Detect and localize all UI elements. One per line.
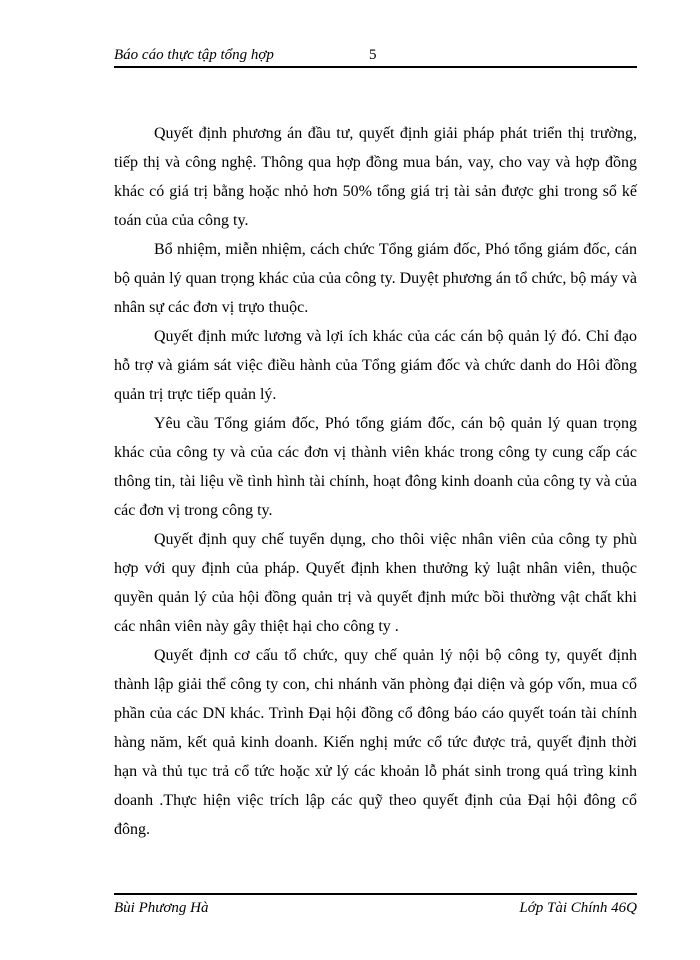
document-body	[114, 119, 637, 844]
header-divider	[114, 66, 637, 68]
paragraph: Yêu cầu Tổng giám đốc, Phó tổng giám đốc, cán bộ quản lý quan trọng khác của công ty và của các đơn vị thành viên khác trong công ty cung cấp các thông tin, tài liệu về tình hình tài chính, hoạt đông kinh doanh của công ty và của các đơn vị trong công ty.	[114, 415, 637, 519]
paragraph: Quyết định mức lương và lợi ích khác của các cán bộ quản lý đó. Chỉ đạo hỗ trợ và giám sát việc điều hành của Tổng giám đốc và chức danh do Hôi đồng quản trị trực tiếp quản lý.	[114, 328, 637, 403]
page-number: 5	[369, 47, 377, 63]
paragraph: Quyết định cơ cấu tổ chức, quy chế quản lý nội bộ công ty, quyết định thành lập giải thể công ty con, chi nhánh văn phòng đại diện và góp vốn, mua cổ phần của các DN khác. Trình Đại hội đồng cổ đông báo cáo quyết toán tài chính hàng năm, kết quả kinh doanh. Kiến nghị mức cổ tức được trả, quyết định thời hạn và thủ tục trả cổ tức hoặc xử lý các khoản lỗ phát sinh trong quá trìng kinh doanh .Thực hiện việc trích lập các quỹ theo quyết định của Đại hội đông cổ đông.	[114, 647, 637, 838]
page-header	[114, 44, 637, 66]
header-title: Báo cáo thực tập tổng hợp	[114, 47, 274, 63]
paragraph: Bổ nhiệm, miễn nhiệm, cách chức Tổng giám đốc, Phó tổng giám đốc, cán bộ quản lý quan trọng khác của của công ty. Duyệt phương án tổ chức, bộ máy và nhân sự các đơn vị trựo thuộc.	[114, 241, 637, 316]
paragraph: Quyết định phương án đầu tư, quyết định giải pháp phát triển thị trường, tiếp thị và công nghệ. Thông qua hợp đồng mua bán, vay, cho vay và hợp đồng khác có giá trị bằng hoặc nhỏ hơn 50% tổng giá trị tài sản được ghi trong sổ kế toán của của công ty.	[114, 125, 637, 229]
footer-class: Lớp Tài Chính 46Q	[519, 900, 637, 916]
paragraph: Quyết định quy chế tuyển dụng, cho thôi việc nhân viên của công ty phù hợp với quy định của pháp. Quyết định khen thưởng kỷ luật nhân viên, thuộc quyền quản lý của hội đồng quản trị và quyết định mức bồi thường vật chất khi các nhân viên này gây thiệt hại cho công ty .	[114, 531, 637, 635]
page-footer	[114, 897, 637, 919]
footer-author: Bùi Phương Hà	[114, 900, 209, 916]
footer-divider	[114, 893, 637, 895]
